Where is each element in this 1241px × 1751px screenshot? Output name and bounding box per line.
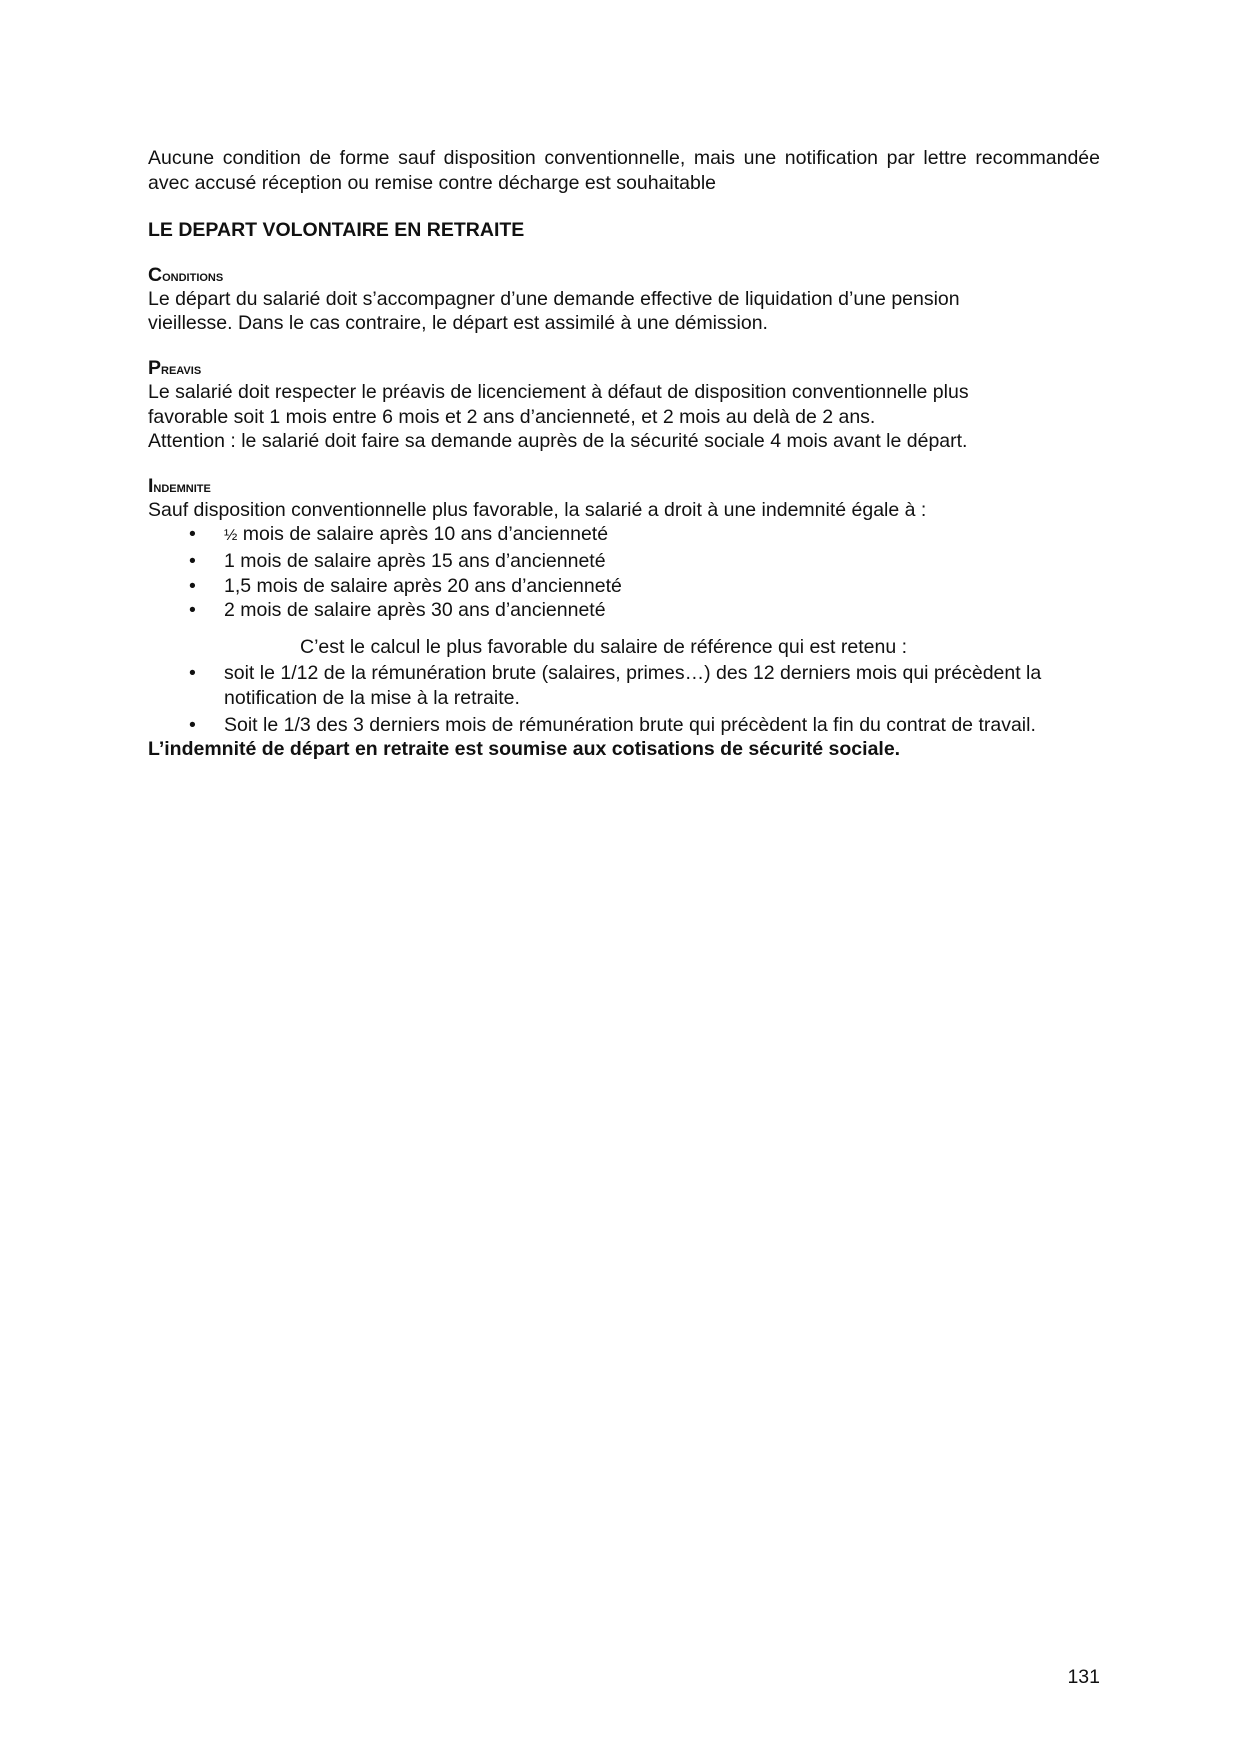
list-item <box>148 549 1100 574</box>
list-item-text: mois de salaire après 10 ans d’ancienneté <box>237 523 609 546</box>
conclusion-text: L’indemnité de départ en retraite est soumise aux cotisations de sécurité sociale. <box>148 738 901 761</box>
conditions-heading-rest: onditions <box>162 267 224 285</box>
list-item <box>148 574 1100 599</box>
list-item-prefix: ½ <box>224 527 238 545</box>
list-item <box>148 598 1100 623</box>
preavis-heading-rest: reavis <box>161 360 202 378</box>
indemnite-heading <box>148 476 1100 498</box>
preavis-line-3: Attention : le salarié doit faire sa demande auprès de la sécurité sociale 4 mois avant le départ. <box>148 430 968 453</box>
conditions-heading <box>148 265 1100 287</box>
conditions-paragraph: Le départ du salarié doit s’accompagner d’une demande effective de liquidation d’une pension vieillesse. Dans le cas contraire, le départ est assimilé à une démission. <box>148 287 960 335</box>
preavis-line-1: Le salarié doit respecter le préavis de licenciement à défaut de disposition conventionnelle plus <box>148 380 969 403</box>
document-page <box>148 146 1100 762</box>
list-item-text: 1 mois de salaire après 15 ans d’ancienneté <box>224 549 606 572</box>
indemnite-heading-rest: ndemnite <box>153 478 211 496</box>
list-item: • Soit le 1/3 des 3 derniers mois de rémunération brute qui précèdent la fin du contrat de travail. <box>148 713 1100 738</box>
calc-list <box>148 661 1100 737</box>
preavis-line-2: favorable soit 1 mois entre 6 mois et 2 ans d’ancienneté, et 2 mois au delà de 2 ans. <box>148 405 876 428</box>
preavis-heading-initial: P <box>148 356 162 379</box>
list-item: • soit le 1/12 de la rémunération brute (salaires, primes…) des 12 derniers mois qui précèdent la notification de la mise à la retraite. <box>148 661 1100 710</box>
conditions-heading-initial: C <box>148 263 163 286</box>
intro-paragraph: Aucune condition de forme sauf disposition conventionnelle, mais une notification par lettre recommandée avec accusé réception ou remise contre décharge est souhaitable <box>148 147 1100 194</box>
list-item-text: 2 mois de salaire après 30 ans d’ancienneté <box>224 599 606 622</box>
page-number: 131 <box>1067 1666 1100 1688</box>
list-item-text: 1,5 mois de salaire après 20 ans d’ancienneté <box>224 574 622 597</box>
calc-intro: C’est le calcul le plus favorable du salaire de référence qui est retenu : <box>300 635 908 658</box>
list-item <box>148 522 1100 549</box>
indemnite-intro: Sauf disposition conventionnelle plus favorable, la salarié a droit à une indemnité égale à : <box>148 498 927 521</box>
preavis-heading <box>148 358 1100 380</box>
section-title: LE DEPART VOLONTAIRE EN RETRAITE <box>148 219 525 242</box>
indemnite-list <box>148 522 1100 622</box>
indemnite-heading-initial: I <box>148 474 154 497</box>
